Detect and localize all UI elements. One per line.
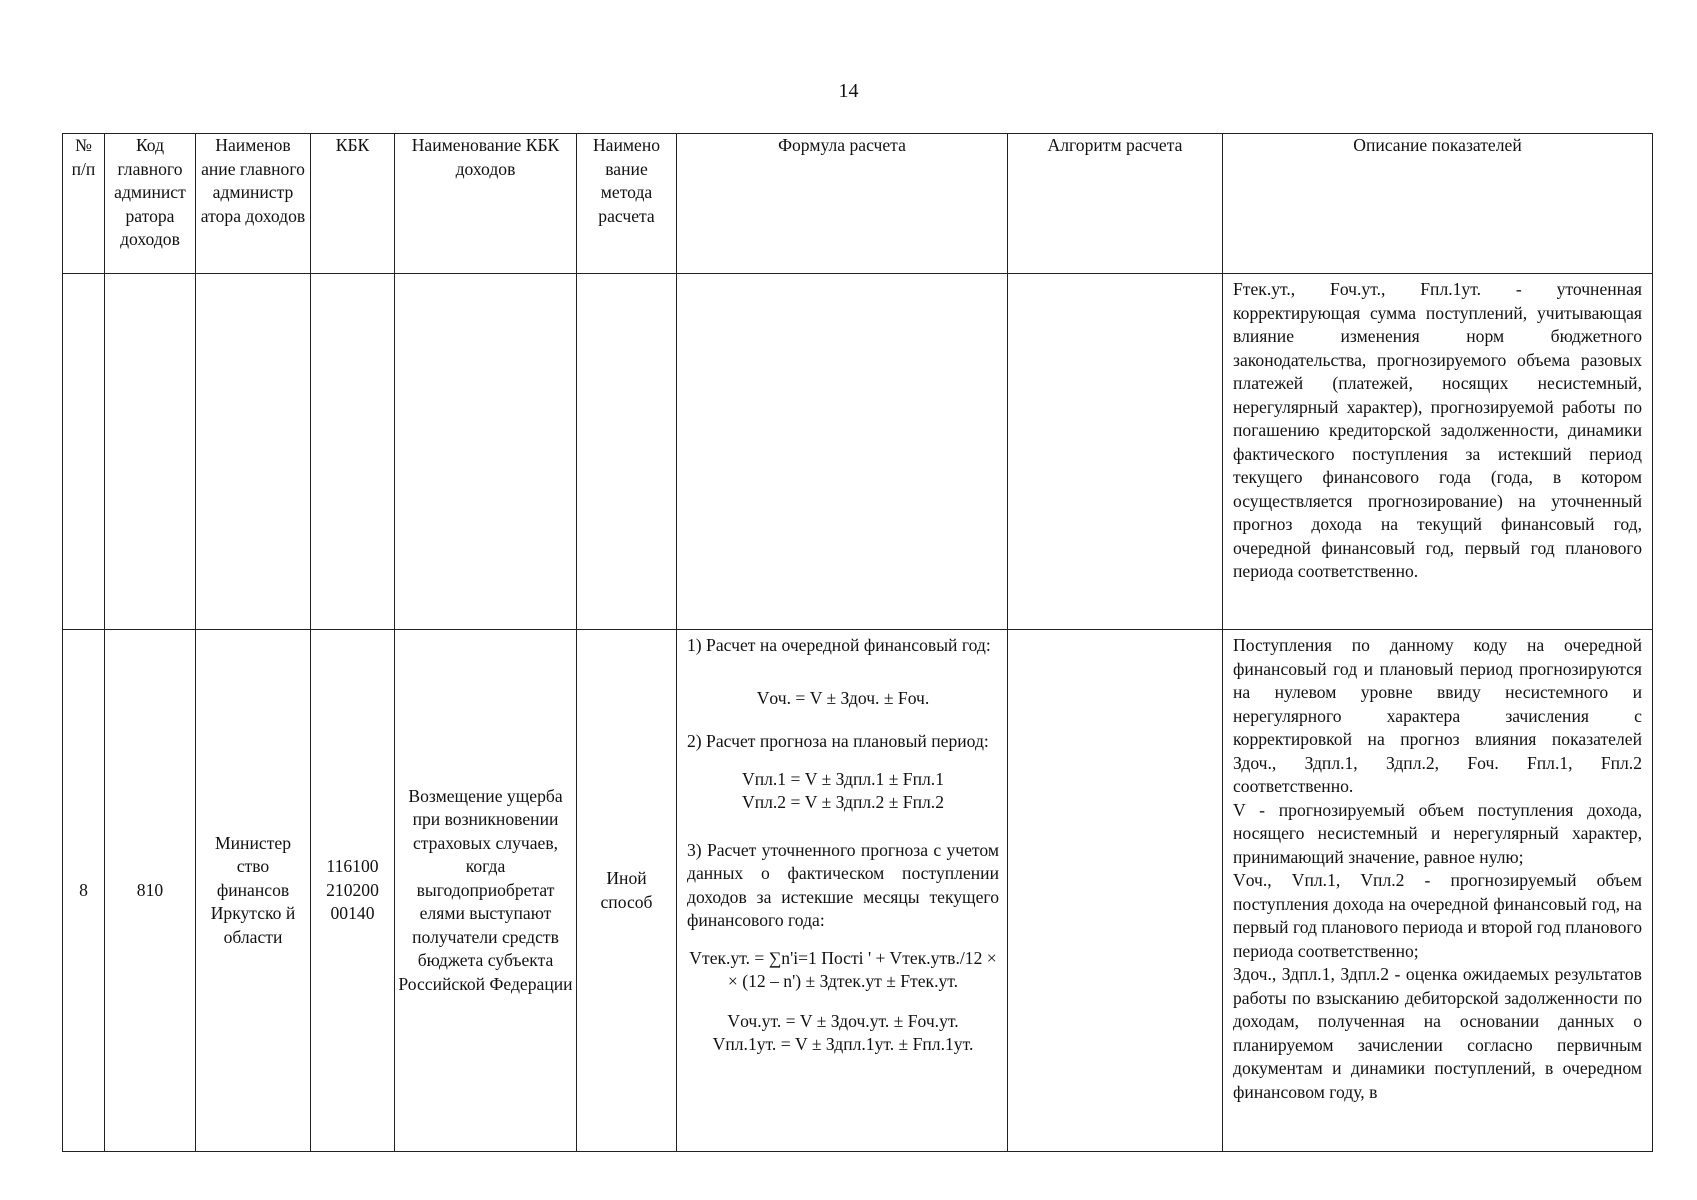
table-row [63,274,1653,630]
formula-4b: Vпл.1ут. = V ± Здпл.1ут. ± Fпл.1ут. [712,1034,974,1054]
kbk-code: 116100 210200 00140 [311,630,395,1152]
algorithm-cell [1008,630,1223,1152]
header-row [63,134,1653,274]
header-admin-code: Код главного админист ратора доходов [105,134,196,274]
admin-code: 810 [105,630,196,1152]
formula-step-2: 2) Расчет прогноза на плановый период: [687,731,989,751]
formula-step-1: 1) Расчет на очередной финансовый год: [687,635,991,655]
formula-4a: Vоч.ут. = V ± Здоч.ут. ± Fоч.ут. [727,1010,959,1031]
formula-cell [677,630,1008,1152]
method-name: Иной способ [577,630,677,1152]
description-paragraph: Vоч., Vпл.1, Vпл.2 - прогнозируемый объем поступления дохода на очередной финансовый год, на первый год планового периода и второй год планового периода соответственно; [1233,870,1642,961]
description-cell: Fтек.ут., Fоч.ут., Fпл.1ут. - уточненная корректирующая сумма поступлений, учитывающая влияние изменения норм бюджетного законодательства, прогнозируемого объема разовых платежей (платежей, носящих несистемный, нерегулярный характер), прогнозируемой работы по погашению кредиторской задолженности, динамики фактического поступления за истекший период текущего финансового года (года, в котором осуществляется прогнозирование) на уточненный прогноз дохода на текущий финансовый год, очередной финансовый год, первый год планового периода соответственно. [1223,274,1653,630]
table-row [63,630,1653,1152]
formula-3b: × (12 – n') ± Здтек.ут ± Fтек.ут. [727,971,959,991]
formula-2b: Vпл.2 = V ± Здпл.2 ± Fпл.2 [741,792,944,812]
header-kbk-name: Наименование КБК доходов [395,134,577,274]
description-paragraph: Здоч., Здпл.1, Здпл.2 - оценка ожидаемых результатов работы по взысканию дебиторской задолженности по доходам, полученная на основании данных о планируемом зачислении согласно первичным документам и динамики поступлений, в очередном финансовом году, в [1233,964,1642,1102]
description-paragraph: V - прогнозируемый объем поступления дохода, носящего несистемный и нерегулярный характер, принимающий значение, равное нулю; [1233,799,1642,867]
page-number: 14 [838,80,859,102]
header-kbk: КБК [311,134,395,274]
header-formula: Формула расчета [677,134,1008,274]
formula-1: Vоч. = V ± Здоч. ± Fоч. [756,687,930,708]
formula-2a: Vпл.1 = V ± Здпл.1 ± Fпл.1 [741,768,944,789]
row-number: 8 [63,630,105,1152]
revenue-forecast-table [62,133,1653,1152]
header-description: Описание показателей [1223,134,1653,274]
formula-3a: Vтек.ут. = ∑n'i=1 Постi ' + Vтек.утв./12 × [689,947,997,968]
admin-name: Министер ство финансов Иркутско й области [196,630,311,1152]
formula-step-3: 3) Расчет уточненного прогноза с учетом данных о фактическом поступлении доходов за истекшие месяцы текущего финансового года: [687,839,999,930]
header-method-name: Наимено вание метода расчета [577,134,677,274]
kbk-name: Возмещение ущерба при возникновении страховых случаев, когда выгодоприобретат елями выступают получатели средств бюджета субъекта Российской Федерации [395,630,577,1152]
header-algorithm: Алгоритм расчета [1008,134,1223,274]
header-num: № п/п [63,134,105,274]
description-cell [1223,630,1653,1152]
description-paragraph: Поступления по данному коду на очередной финансовый год и плановый период прогнозируются на нулевом уровне ввиду несистемного и нерегулярного характера зачисления с корректировкой на прогноз влияния показателей Здоч., Здпл.1, Здпл.2, Fоч. Fпл.1, Fпл.2 соответственно. [1233,635,1642,796]
header-admin-name: Наименов ание главного администр атора доходов [196,134,311,274]
